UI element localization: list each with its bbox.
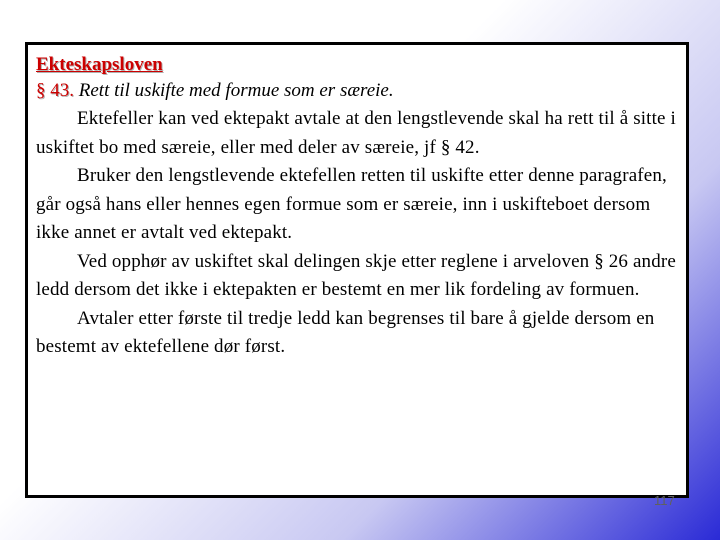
paragraph-1: Ektefeller kan ved ektepakt avtale at den lengstlevende skal ha rett til å sitte i uskiftet bo med særeie, eller med deler av særeie, jf § 42.: [36, 108, 676, 158]
slide-content-box: [25, 42, 689, 498]
section-heading: [36, 77, 676, 105]
paragraph-2: Bruker den lengstlevende ektefellen retten til uskifte etter denne paragrafen, går også hans eller hennes egen formue som er særeie, inn i uskifteboet dersom ikke annet er avtalt ved ektepakt.: [36, 165, 667, 243]
paragraph-3: Ved opphør av uskiftet skal delingen skje etter reglene i arveloven § 26 andre ledd dersom det ikke i ektepakten er bestemt en mer lik fordeling av formuen.: [36, 250, 676, 300]
paragraph-4: Avtaler etter første til tredje ledd kan begrenses til bare å gjelde dersom en bestemt av ektefellene dør først.: [36, 307, 655, 357]
law-title: Ekteskapsloven: [36, 54, 163, 75]
page-number: 117: [654, 493, 675, 508]
section-title: Rett til uskifte med formue som er særeie.: [78, 80, 394, 101]
section-number: § 43.: [36, 80, 74, 101]
